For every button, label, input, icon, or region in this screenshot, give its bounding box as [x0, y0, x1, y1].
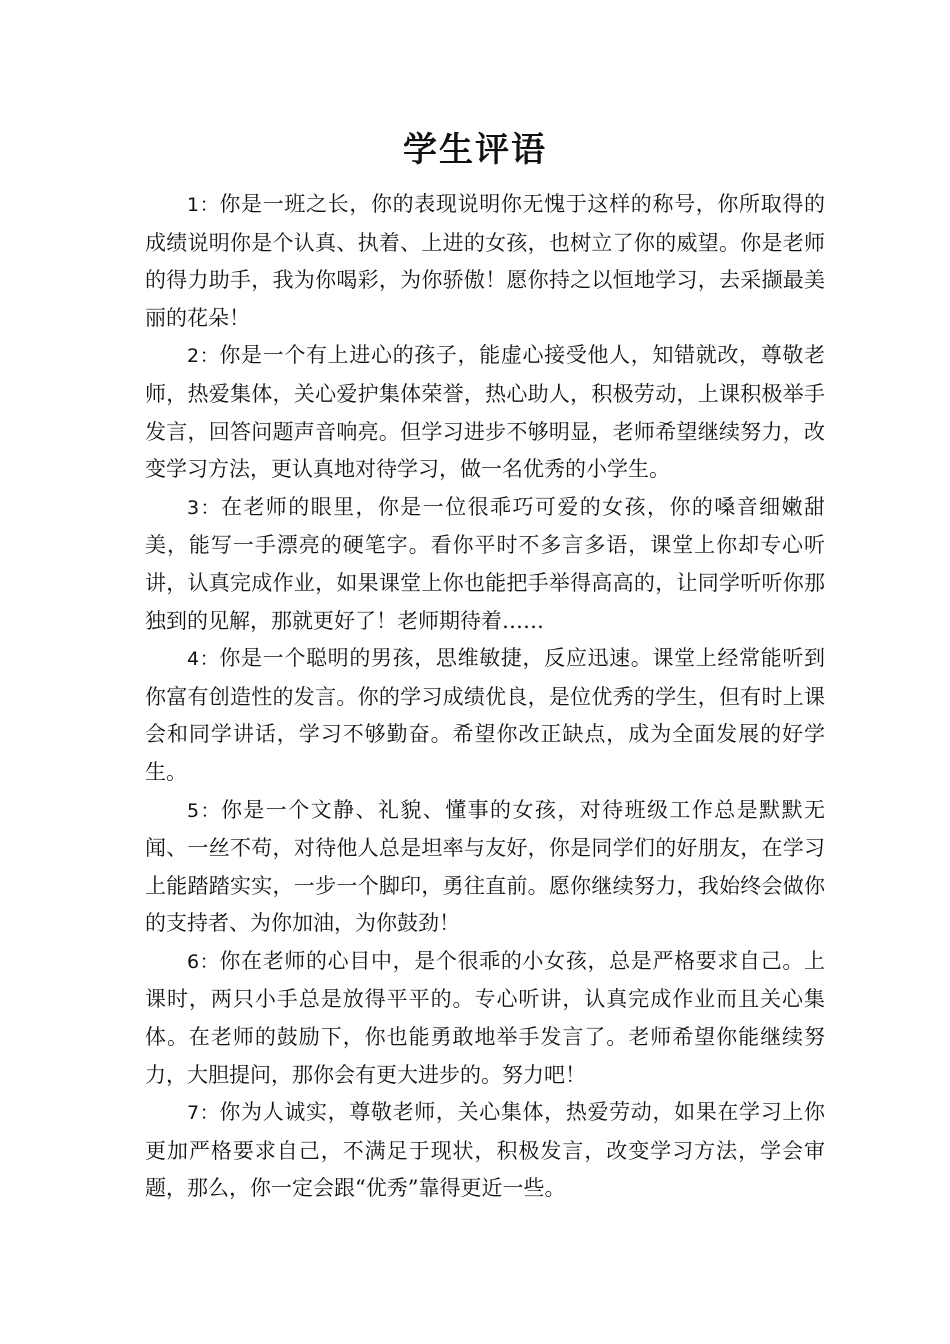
comment-paragraph — [145, 337, 825, 488]
comment-text: 你是一个文静、礼貌、懂事的女孩，对待班级工作总是默默无闻、一丝不苟，对待他人总是坦率与友好，你是同学们的好朋友，在学习上能踏踏实实，一步一个脚印，勇往直前。愿你继续努力，我始终会做你的支持者、为你加油，为你鼓劲！ — [145, 797, 826, 936]
document-title: 学生评语 — [403, 130, 547, 170]
comment-paragraph — [145, 792, 825, 943]
comment-number: 4： — [187, 648, 220, 671]
comment-text: 你是一个聪明的男孩，思维敏捷，反应迅速。课堂上经常能听到你富有创造性的发言。你的学习成绩优良，是位优秀的学生，但有时上课会和同学讲话，学习不够勤奋。希望你改正缺点，成为全面发展的好学生。 — [145, 646, 826, 784]
comment-text: 在老师的眼里，你是一位很乖巧可爱的女孩，你的嗓音细嫩甜美，能写一手漂亮的硬笔字。看你平时不多言多语，课堂上你却专心听讲，认真完成作业，如果课堂上你也能把手举得高高的，让同学听听你那独到的见解，那就更好了！老师期待着…… — [145, 494, 826, 633]
comment-number: 7： — [187, 1102, 220, 1125]
comment-number: 5： — [187, 799, 221, 822]
comment-paragraph — [145, 640, 825, 791]
comment-number: 3： — [187, 496, 221, 519]
comment-paragraph — [145, 186, 825, 337]
comment-text: 你是一班之长，你的表现说明你无愧于这样的称号，你所取得的成绩说明你是个认真、执着、上进的女孩，也树立了你的威望。你是老师的得力助手，我为你喝彩，为你骄傲！愿你持之以恒地学习，去采撷最美丽的花朵！ — [145, 192, 826, 330]
comment-number: 6： — [187, 950, 220, 973]
comments-body — [145, 186, 825, 1208]
comment-paragraph — [145, 1094, 825, 1208]
comment-text: 你是一个有上进心的孩子，能虚心接受他人，知错就改，尊敬老师，热爱集体，关心爱护集体荣誉，热心助人，积极劳动，上课积极举手发言，回答问题声音响亮。但学习进步不够明显，老师希望继续努力，改变学习方法，更认真地对待学习，做一名优秀的小学生。 — [145, 343, 826, 482]
comment-text: 你在老师的心目中，是个很乖的小女孩，总是严格要求自己。上课时，两只小手总是放得平平的。专心听讲，认真完成作业而且关心集体。在老师的鼓励下，你也能勇敢地举手发言了。老师希望你能继续努力，大胆提问，那你会有更大进步的。努力吧！ — [145, 948, 826, 1087]
comment-number: 1： — [187, 194, 220, 216]
comment-text: 你为人诚实，尊敬老师，关心集体，热爱劳动，如果在学习上你更加严格要求自己，不满足于现状，积极发言，改变学习方法，学会审题，那么，你一定会跟“优秀”靠得更近一些。 — [145, 1100, 826, 1201]
comment-number: 2： — [187, 345, 220, 368]
comment-paragraph — [145, 489, 825, 640]
comment-paragraph — [145, 943, 825, 1094]
